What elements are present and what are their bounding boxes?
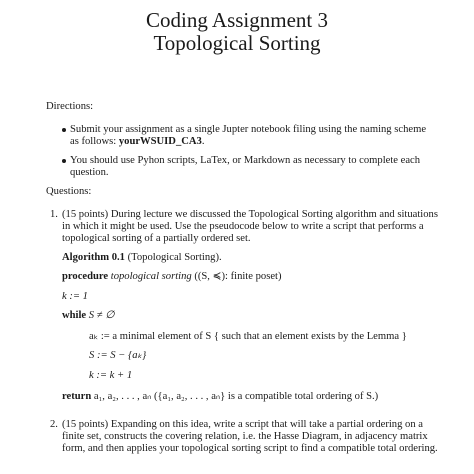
question-2-line-3: form, and then applies your topological sorting script to find a compatible total ordering.	[62, 443, 438, 454]
questions-heading: Questions:	[46, 186, 92, 197]
bullet-1-marker	[62, 128, 66, 132]
algorithm-body-2: S := S − {aₖ}	[89, 350, 147, 361]
algorithm-while: while S ≠ ∅	[62, 310, 115, 321]
bullet-1-line-2: as follows: yourWSUID_CA3.	[70, 136, 205, 147]
algorithm-init: k := 1	[62, 291, 88, 302]
title-line-2: Topological Sorting	[153, 31, 321, 55]
question-1-line-2: in which it might be used. Use the pseudocode below to write a script that performs a	[62, 221, 424, 232]
question-2-line-2: finite set, constructs the covering relation, i.e. the Hasse Diagram, in adjacency matrix	[62, 431, 428, 442]
bullet-2-marker	[62, 159, 66, 163]
algorithm-body-1: aₖ := a minimal element of S { such that an element exists by the Lemma }	[89, 331, 407, 342]
bullet-2-line-1: You should use Pyhon scripts, LaTex, or Markdown as necessary to complete each	[70, 155, 421, 166]
algorithm-return: return a₁, a₂, . . . , aₙ ({a₁, a₂, . . . , aₙ} is a compatible total ordering of S.)	[62, 391, 379, 402]
algorithm-procedure: procedure topological sorting ((S, ≼): finite poset)	[62, 271, 282, 282]
question-1-number: 1.	[50, 209, 58, 220]
bullet-1-line-1: Submit your assignment as a single Jupter notebook filing using the naming scheme	[70, 124, 427, 135]
directions-heading: Directions:	[46, 101, 94, 112]
question-1-line-3: topological sorting of a partially ordered set.	[62, 233, 251, 244]
title-line-1: Coding Assignment 3	[145, 8, 329, 32]
question-2-line-1: (15 points) Expanding on this idea, write a script that will take a partial ordering on a	[62, 419, 423, 430]
question-2-number: 2.	[50, 419, 58, 430]
algorithm-body-3: k := k + 1	[89, 370, 133, 381]
filename-scheme: yourWSUID_CA3	[118, 136, 202, 147]
question-1-line-1: (15 points) During lecture we discussed the Topological Sorting algorithm and situations	[62, 209, 438, 220]
algorithm-caption: Algorithm 0.1 (Topological Sorting).	[62, 252, 222, 263]
bullet-2-line-2: question.	[70, 167, 109, 178]
